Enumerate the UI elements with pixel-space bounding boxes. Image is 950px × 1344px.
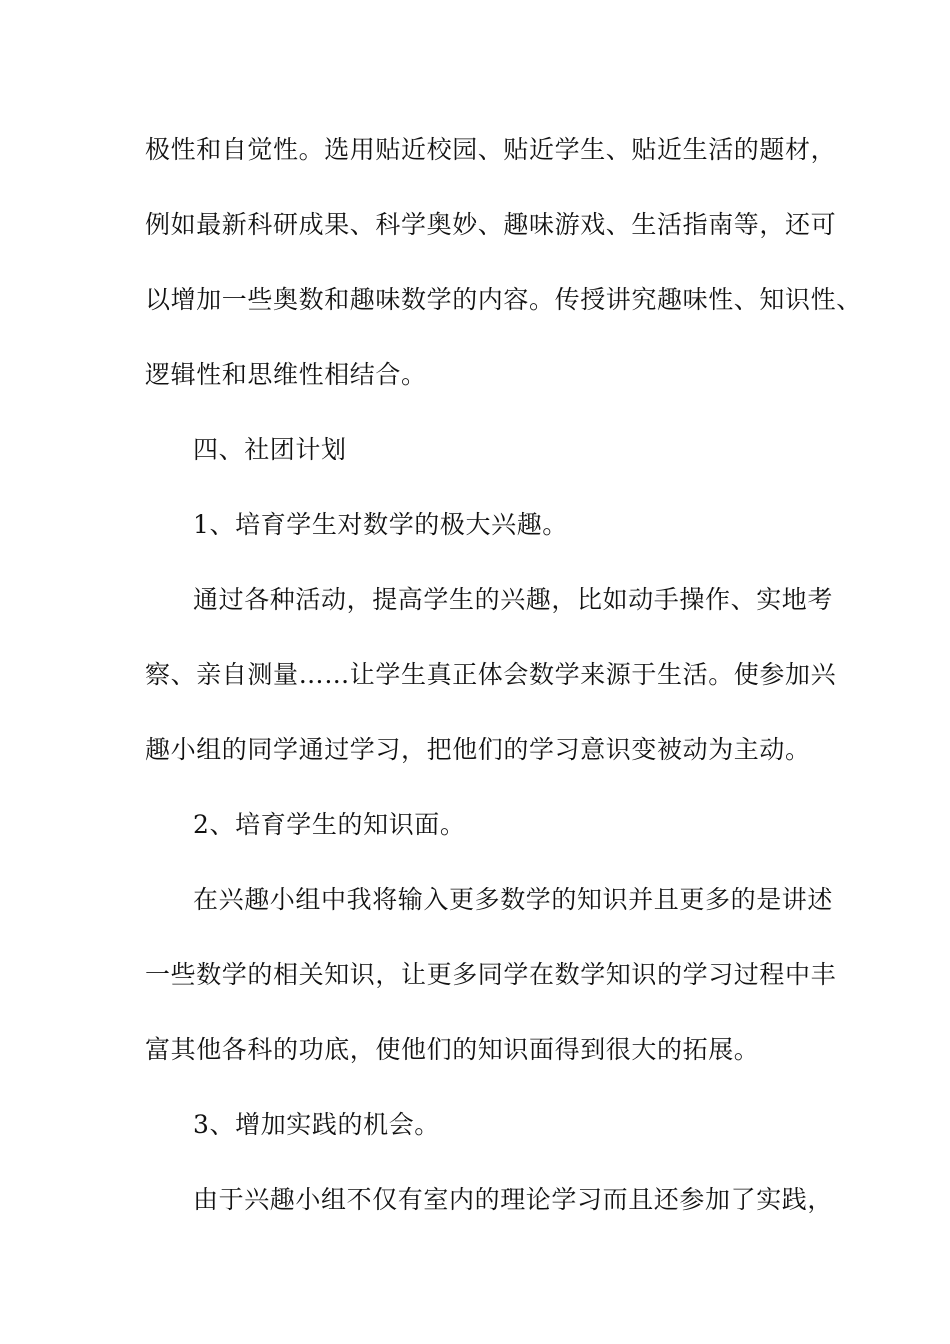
body-text-line: 富其他各科的功底，使他们的知识面得到很大的拓展。 (145, 1035, 760, 1064)
body-text-line: 由于兴趣小组不仅有室内的理论学习而且还参加了实践， (193, 1185, 834, 1214)
section-heading: 四、社团计划 (193, 435, 347, 464)
subsection-heading: 3、增加实践的机会。 (193, 1110, 440, 1139)
body-text-line: 一些数学的相关知识，让更多同学在数学知识的学习过程中丰 (145, 960, 837, 989)
body-text-line: 例如最新科研成果、科学奥妙、趣味游戏、生活指南等，还可 (145, 210, 837, 239)
body-text-line: 极性和自觉性。选用贴近校园、贴近学生、贴近生活的题材， (145, 135, 837, 164)
body-text-line: 逻辑性和思维性相结合。 (145, 360, 427, 389)
body-text-line: 以增加一些奥数和趣味数学的内容。传授讲究趣味性、知识性、 (145, 285, 862, 314)
body-text-line: 趣小组的同学通过学习，把他们的学习意识变被动为主动。 (145, 735, 811, 764)
body-text-line: 察、亲自测量……让学生真正体会数学来源于生活。使参加兴 (145, 660, 837, 689)
body-text-line: 通过各种活动，提高学生的兴趣，比如动手操作、实地考 (193, 585, 834, 614)
subsection-heading: 1、培育学生对数学的极大兴趣。 (193, 510, 568, 539)
body-text-line: 在兴趣小组中我将输入更多数学的知识并且更多的是讲述 (193, 885, 834, 914)
subsection-heading: 2、培育学生的知识面。 (193, 810, 466, 839)
